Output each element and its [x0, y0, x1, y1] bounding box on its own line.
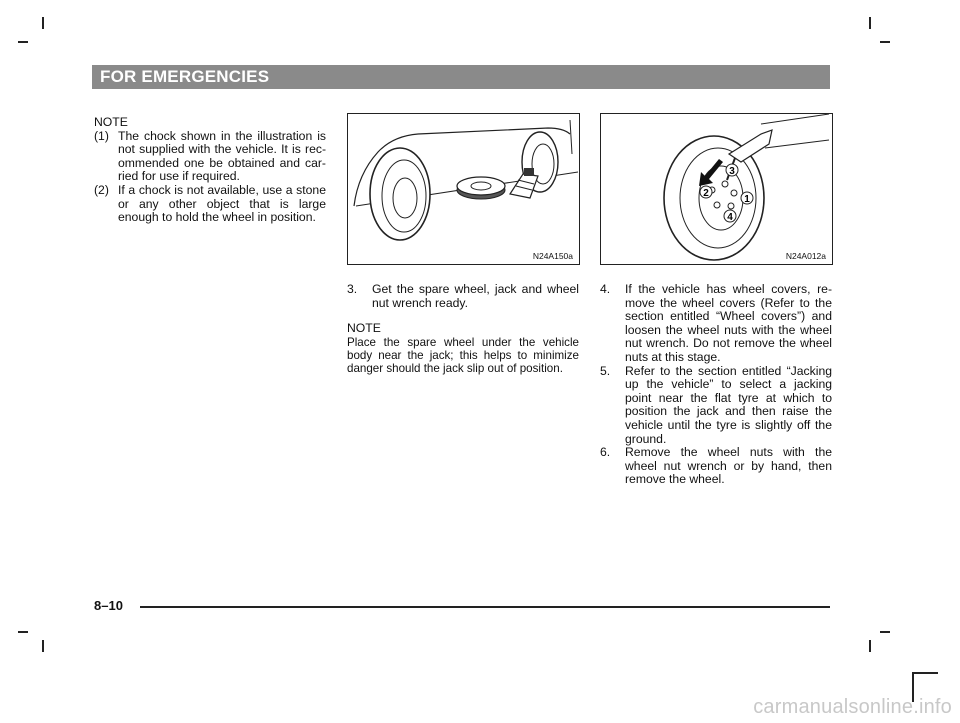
- instruction-column-2: [347, 283, 579, 375]
- step-number: 5.: [600, 363, 611, 378]
- step-number: 4.: [600, 282, 611, 296]
- svg-text:2: 2: [703, 188, 709, 199]
- crop-mark: [869, 17, 871, 29]
- figure-label: N24A012a: [785, 251, 826, 261]
- jack-illustration: [348, 114, 579, 264]
- step-text: If the vehicle has wheel covers, re-move the wheel covers (Refer to the section entitled “Wheel covers”) and loosen the wheel nuts with the wheel nut wrench. Do not remove the wheel nuts at this stage.: [625, 282, 832, 364]
- figure-label: N24A150a: [532, 251, 573, 261]
- item-text: The chock shown in the illustration is not supplied with the vehicle. It is rec-ommended one be obtained and car-ried for use if required.: [118, 128, 326, 184]
- step-text: Remove the wheel nuts with the wheel nut wrench or by hand, then remove the wheel.: [625, 445, 832, 487]
- svg-text:4: 4: [727, 212, 733, 223]
- item-number: (2): [94, 182, 109, 197]
- item-text: If a chock is not available, use a stone or any other object that is large enough to hold the wheel in position.: [118, 182, 326, 225]
- note-heading: NOTE: [347, 321, 381, 336]
- figure-wheel-nuts: [600, 113, 833, 265]
- section-title: FOR EMERGENCIES: [100, 67, 270, 86]
- crop-mark: [912, 672, 938, 674]
- step-text: Refer to the section entitled “Jacking up the vehicle” to select a jacking point near the flat tyre at which to position the jack and then raise the vehicle until the tyre is slightly off the ground.: [625, 363, 832, 446]
- note-body: Place the spare wheel under the vehicle body near the jack; this helps to minimize danger should the jack slip out of position.: [347, 335, 579, 376]
- item-number: (1): [94, 128, 109, 143]
- crop-mark: [880, 631, 890, 633]
- svg-text:1: 1: [744, 194, 750, 205]
- step-item: [347, 283, 579, 310]
- crop-mark: [869, 640, 871, 652]
- step-number: 6.: [600, 445, 611, 460]
- crop-mark: [42, 640, 44, 652]
- crop-mark: [18, 631, 28, 633]
- figure-jack-spare-wheel: [347, 113, 580, 265]
- note-column-1: [94, 116, 326, 225]
- watermark-text: carmanualsonline.info: [753, 696, 952, 718]
- step-number: 3.: [347, 282, 358, 296]
- crop-mark: [42, 17, 44, 29]
- step-item: [600, 446, 832, 487]
- step-item: [600, 365, 832, 447]
- instruction-column-3: [600, 283, 832, 487]
- note-item: [94, 184, 326, 225]
- step-item: [600, 283, 832, 365]
- page-number: 8–10: [94, 598, 123, 613]
- svg-text:3: 3: [729, 166, 735, 177]
- crop-mark: [18, 41, 28, 43]
- note-heading: NOTE: [94, 115, 128, 129]
- step-text: Get the spare wheel, jack and wheel nut wrench ready.: [372, 282, 579, 310]
- note-item: [94, 130, 326, 184]
- crop-mark: [880, 41, 890, 43]
- wheel-nut-illustration: [601, 114, 832, 264]
- footer-rule: [140, 606, 830, 608]
- section-header-bar: [92, 65, 830, 89]
